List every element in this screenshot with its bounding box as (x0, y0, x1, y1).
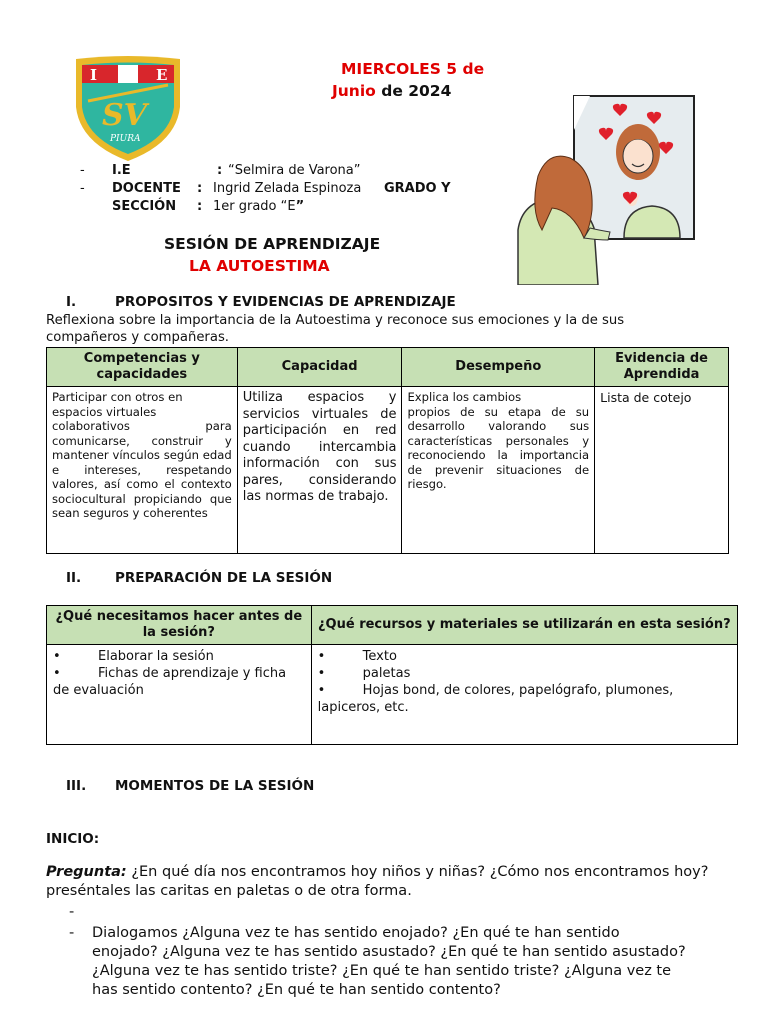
section-2-num: II. (66, 570, 82, 586)
seccion-value: 1er grado “E” (213, 199, 305, 214)
table-header: Capacidad (237, 348, 402, 387)
table-cell-resources (311, 645, 737, 745)
logo-city: PIURA (110, 134, 141, 144)
date-year: de 2024 (381, 82, 452, 100)
desempeno-rest: propios de su etapa de su desarrollo valorando sus características personales y reconociendo la importancia de prevenir situaciones de riesgo. (407, 404, 590, 491)
seccion-label: SECCIÓN (112, 199, 177, 214)
docente-label: DOCENTE (112, 181, 181, 196)
session-title: SESIÓN DE APRENDIZAJE (164, 235, 381, 253)
dialogue-list (46, 903, 686, 1000)
date-month: Junio (332, 82, 376, 100)
docente-value: Ingrid Zelada Espinoza (213, 181, 362, 196)
pregunta-paragraph (46, 863, 726, 901)
logo-monogram: SV (102, 98, 147, 133)
list-item: • Texto (317, 649, 397, 664)
ie-label: I.E (112, 163, 131, 178)
list-item-wrap: lapiceros, etc. (317, 700, 409, 715)
list-item: • Hojas bond, de colores, papelógrafo, plumones, (317, 683, 674, 698)
ie-value: “Selmira de Varona” (228, 163, 361, 178)
bullet: - (80, 163, 85, 178)
table-header: Desempeño (402, 348, 595, 387)
competencia-first: Participar con otros en espacios virtuales (52, 390, 183, 419)
table-header: Competencias y capacidades (47, 348, 238, 387)
grado-label: GRADO Y (384, 181, 451, 196)
table-header: Evidencia de Aprendida (595, 348, 729, 387)
table-cell-desempeno (402, 387, 595, 554)
bullet: - (80, 181, 85, 196)
school-shield-logo (72, 55, 184, 163)
preparation-table (46, 605, 738, 745)
logo-letter-e: E (156, 66, 168, 84)
header-info (80, 162, 480, 216)
section-3-num: III. (66, 778, 87, 794)
pregunta-text: ¿En qué día nos encontramos hoy niños y niñas? ¿Cómo nos encontramos hoy? preséntales las caritas en paletas o de otra forma. (46, 864, 709, 899)
section-3-heading: MOMENTOS DE LA SESIÓN (115, 778, 315, 794)
list-item: • Elaborar la sesión (53, 649, 214, 664)
list-item: • paletas (317, 666, 411, 681)
list-item: - Dialogamos ¿Alguna vez te has sentido enojado? ¿En qué te han sentido enojado? ¿Alguna vez te has sentido asustado? ¿En qué te han sentido asustado? ¿Alguna vez te has sentido triste? ¿En qué te han sentido triste? ¿Alguna vez te has sentido contento? ¿En qué te han sentido contento? (69, 925, 686, 998)
docente-colon: : (197, 181, 203, 196)
list-item-wrap: de evaluación (53, 683, 144, 698)
section-1-num: I. (66, 294, 77, 310)
pregunta-label: Pregunta: (46, 864, 127, 880)
ie-colon: : (217, 163, 223, 178)
girl-mirror-illustration (512, 90, 702, 285)
desempeno-first: Explica los cambios (407, 390, 522, 404)
logo-letter-i: I (90, 66, 98, 84)
table-header: ¿Qué recursos y materiales se utilizarán en esta sesión? (311, 606, 737, 645)
list-item: - (69, 904, 75, 920)
table-cell-evidencia: Lista de cotejo (595, 387, 729, 554)
table-cell-capacidad: Utiliza espacios y servicios virtuales de participación en red cuando intercambia información con sus pares, considerando las normas de trabajo. (237, 387, 402, 554)
section-2-heading: PREPARACIÓN DE LA SESIÓN (115, 570, 333, 586)
inicio-label: INICIO: (46, 831, 100, 847)
table-header: ¿Qué necesitamos hacer antes de la sesión? (47, 606, 312, 645)
competencia-rest: colaborativos para comunicarse, construir y mantener vínculos según edad e intereses, respetando valores, así como el contexto sociocultural propiciando que sean seguros y coherentes (52, 419, 232, 520)
session-topic: LA AUTOESTIMA (189, 257, 330, 275)
purpose-table (46, 347, 729, 554)
table-cell-competencia (47, 387, 238, 554)
table-cell-before (47, 645, 312, 745)
list-item: • Fichas de aprendizaje y ficha (53, 666, 287, 681)
date-weekday: MIERCOLES 5 de (341, 60, 485, 78)
date-line-1 (341, 58, 484, 80)
date-line-2 (332, 80, 451, 102)
seccion-colon: : (197, 199, 203, 214)
section-1-heading: PROPOSITOS Y EVIDENCIAS DE APRENDIZAJE (115, 294, 456, 310)
section-1-intro: Reflexiona sobre la importancia de la Autoestima y reconoce sus emociones y la de sus compañeros y compañeras. (46, 313, 625, 345)
dialogue-text: Dialogamos ¿Alguna vez te has sentido enojado? ¿En qué te han sentido enojado? ¿Alguna vez te has sentido asustado? ¿En qué te han sentido asustado? ¿Alguna vez te has sentido triste? ¿En qué te han sentido triste? ¿Alguna vez te has sentido contento? ¿En qué te han sentido contento? (92, 925, 686, 998)
